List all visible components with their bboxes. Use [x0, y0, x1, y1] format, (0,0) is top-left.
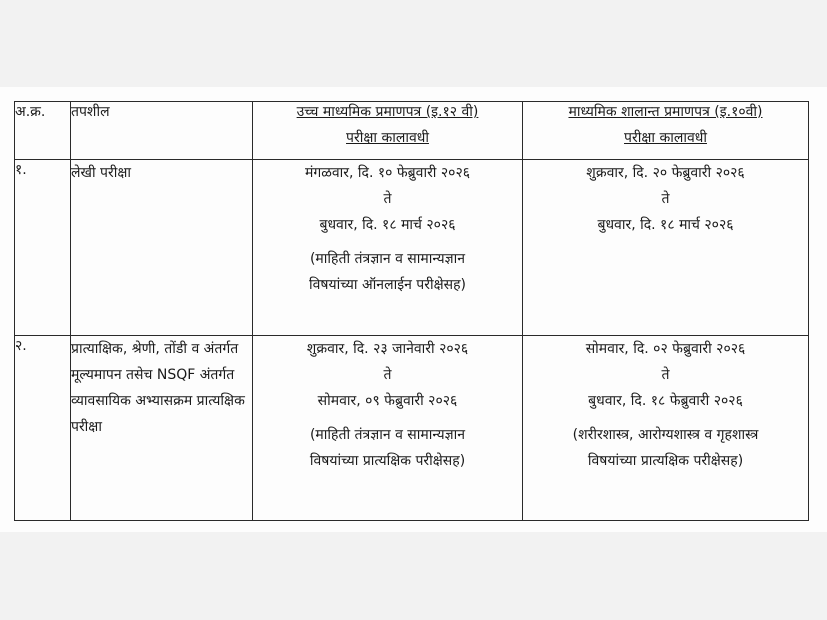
header-sr-no: अ.क्र.	[15, 102, 71, 160]
hsc-dates	[253, 336, 523, 521]
header-hsc-period: परीक्षा कालावधी	[346, 130, 429, 146]
ssc-note-line-2: विषयांच्या प्रात्यक्षिक परीक्षेसह)	[587, 453, 744, 469]
row-detail: लेखी परीक्षा	[71, 160, 253, 336]
ssc-dates	[523, 160, 809, 336]
table-row	[15, 160, 809, 336]
row-detail: प्रात्याक्षिक, श्रेणी, तोंडी व अंतर्गत मूल्यमापन तसेच NSQF अंतर्गत व्यावसायिक अभ्यासक्रम प्रात्यक्षिक परीक्षा	[71, 336, 253, 521]
hsc-note-line-1: (माहिती तंत्रज्ञान व सामान्यज्ञान	[309, 427, 466, 443]
hsc-start-date: मंगळवार, दि. १० फेब्रुवारी २०२६	[304, 165, 471, 181]
header-ssc-title: माध्यमिक शालान्त प्रमाणपत्र (इ.१०वी)	[568, 104, 763, 120]
ssc-to: ते	[661, 367, 670, 383]
hsc-note-line-2: विषयांच्या प्रात्यक्षिक परीक्षेसह)	[309, 453, 466, 469]
ssc-end-date: बुधवार, दि. १८ फेब्रुवारी २०२६	[588, 393, 743, 409]
header-hsc-title: उच्च माध्यमिक प्रमाणपत्र (इ.१२ वी)	[296, 104, 479, 120]
exam-schedule-table	[14, 101, 809, 521]
header-details: तपशील	[71, 102, 253, 160]
ssc-dates	[523, 336, 809, 521]
table-header-row	[15, 102, 809, 160]
hsc-note-line-1: (माहिती तंत्रज्ञान व सामान्यज्ञान	[309, 251, 466, 267]
ssc-start-date: शुक्रवार, दि. २० फेब्रुवारी २०२६	[586, 165, 745, 181]
table-row	[15, 336, 809, 521]
header-ssc-period: परीक्षा कालावधी	[624, 130, 707, 146]
header-ssc	[523, 102, 809, 160]
hsc-end-date: बुधवार, दि. १८ मार्च २०२६	[319, 217, 456, 233]
row-number: २.	[15, 336, 71, 521]
hsc-dates	[253, 160, 523, 336]
header-hsc	[253, 102, 523, 160]
hsc-start-date: शुक्रवार, दि. २३ जानेवारी २०२६	[306, 341, 469, 357]
document-page	[0, 87, 827, 532]
ssc-to: ते	[661, 191, 670, 207]
ssc-end-date: बुधवार, दि. १८ मार्च २०२६	[597, 217, 734, 233]
hsc-end-date: सोमवार, ०९ फेब्रुवारी २०२६	[317, 393, 458, 409]
ssc-note-line-1: (शरीरशास्त्र, आरोग्यशास्त्र व गृहशास्त्र	[572, 427, 759, 443]
hsc-note-line-2: विषयांच्या ऑनलाईन परीक्षेसह)	[309, 277, 466, 293]
hsc-to: ते	[383, 191, 392, 207]
ssc-start-date: सोमवार, दि. ०२ फेब्रुवारी २०२६	[585, 341, 746, 357]
row-number: १.	[15, 160, 71, 336]
hsc-to: ते	[383, 367, 392, 383]
